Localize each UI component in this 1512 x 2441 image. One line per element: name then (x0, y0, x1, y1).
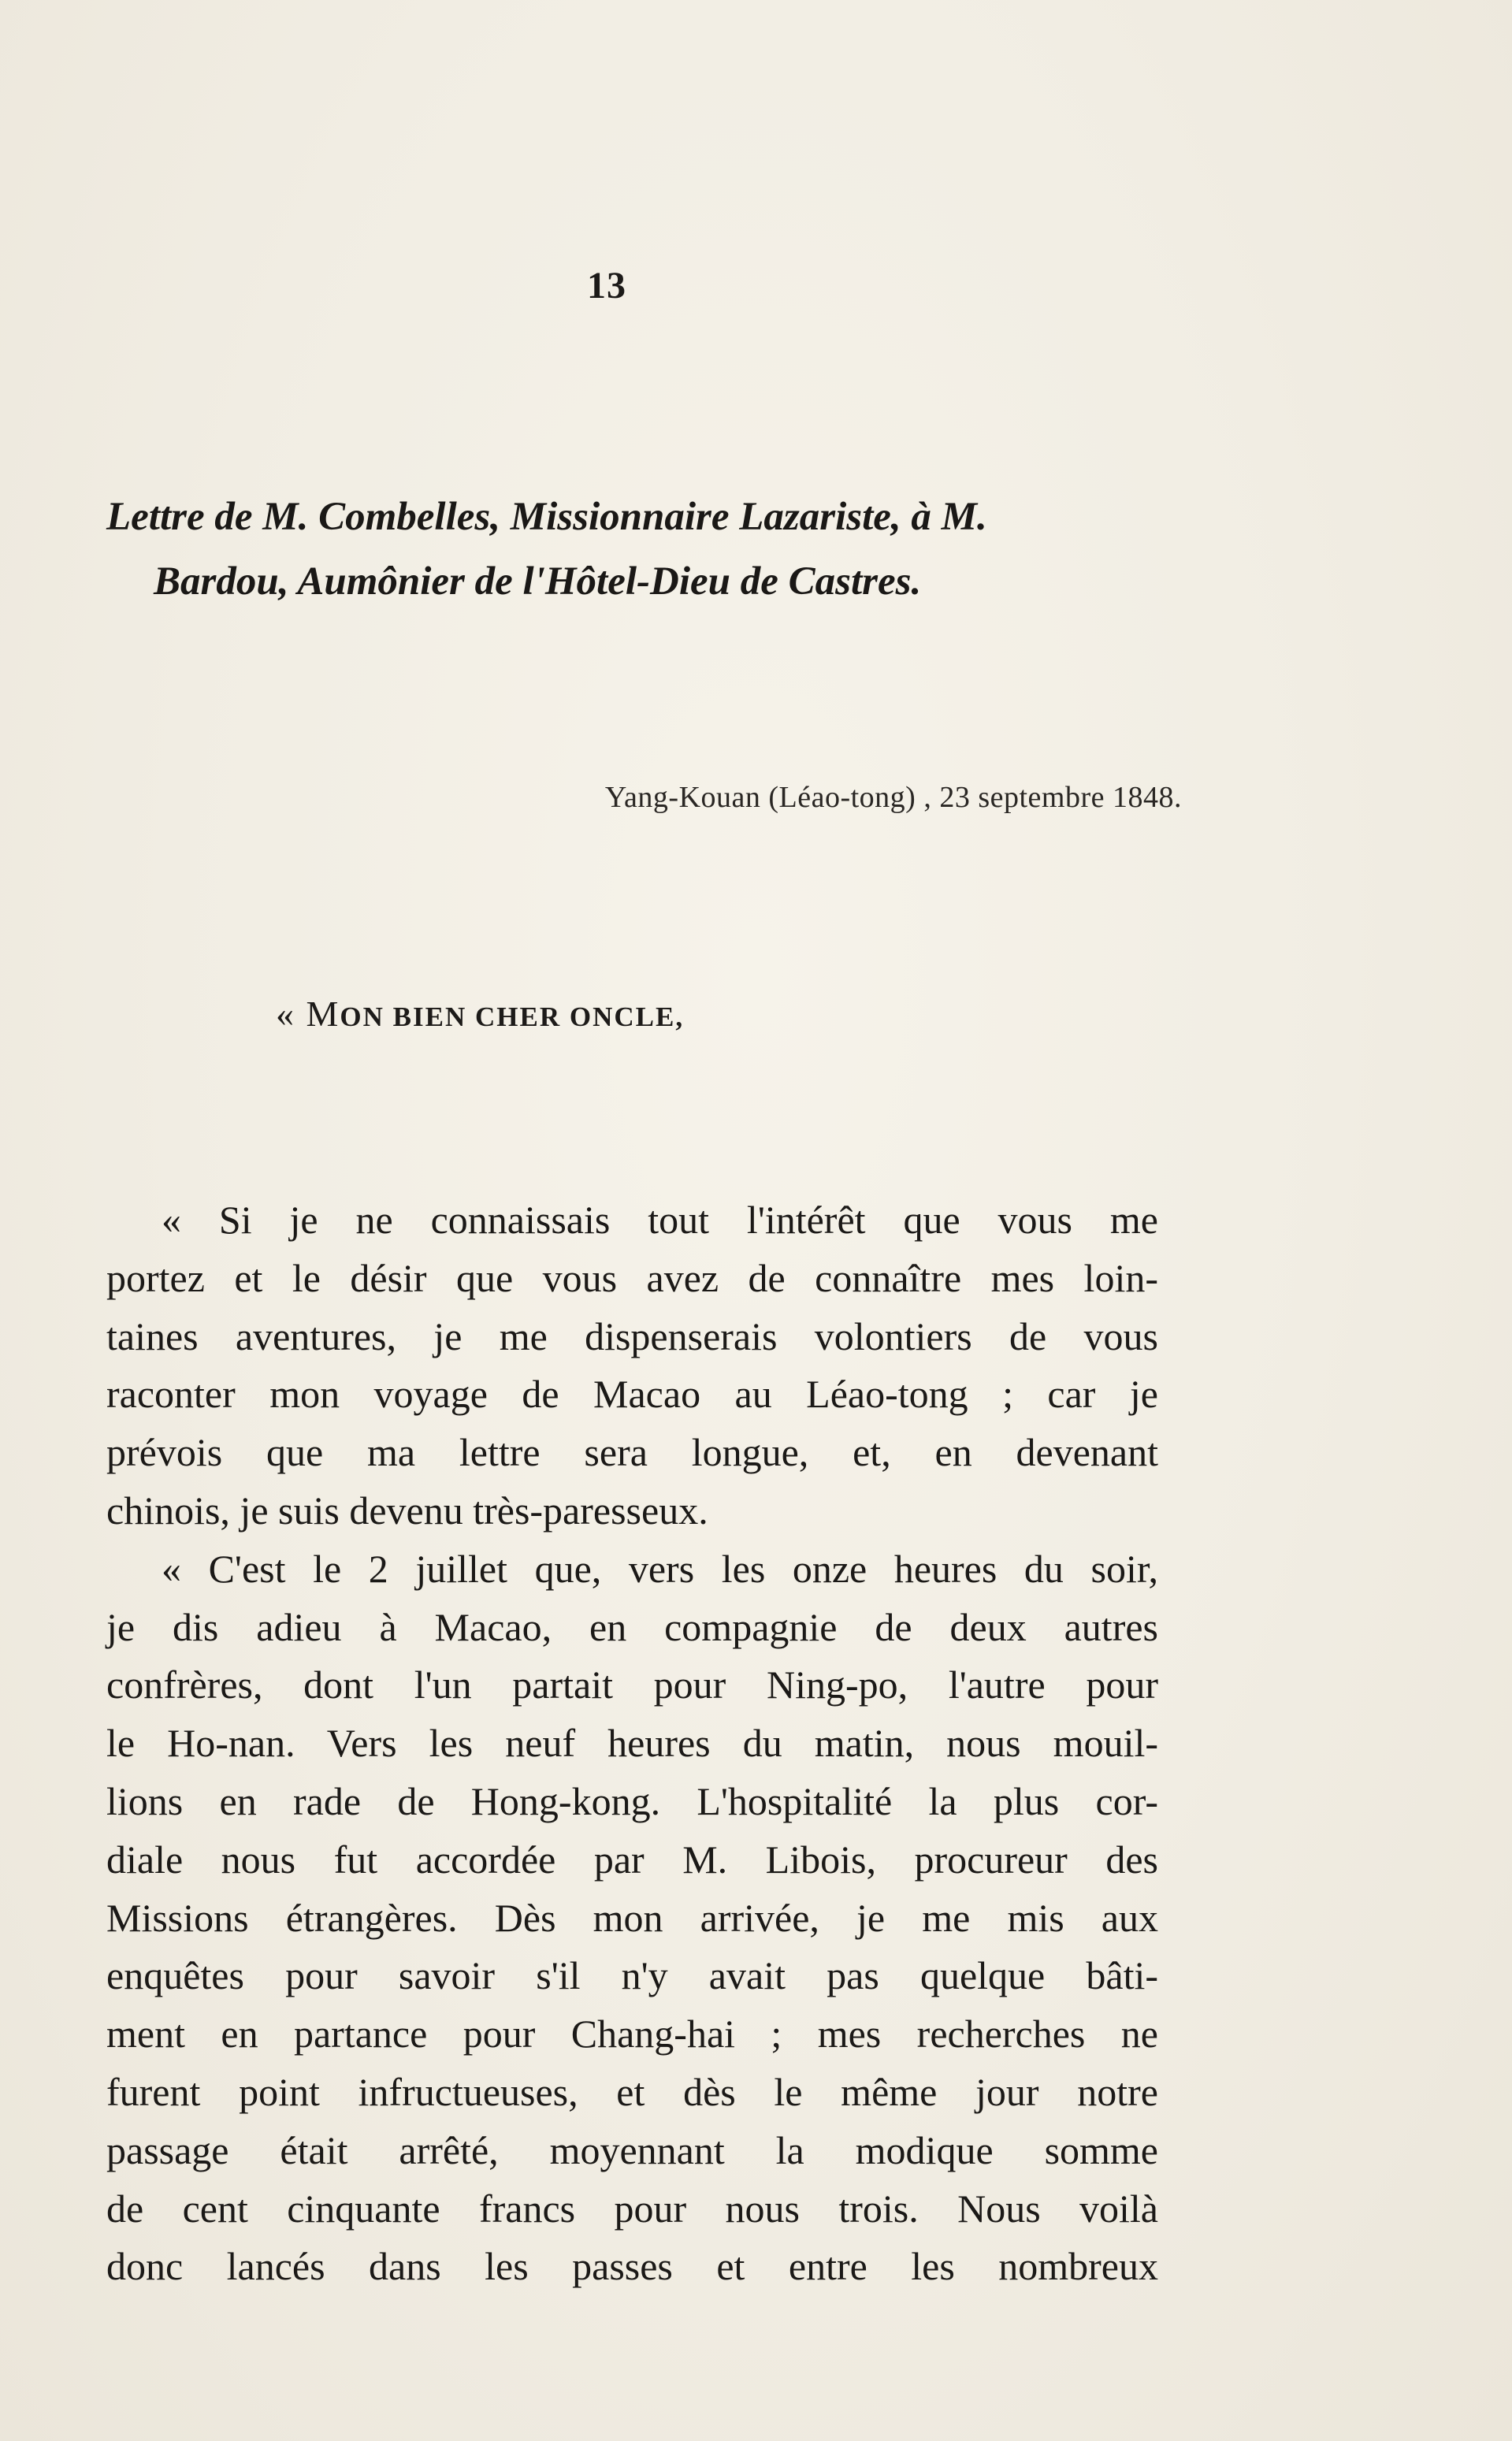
paragraph-2-line: diale nous fut accordée par M. Libois, procureur des (106, 1837, 1158, 1882)
paragraph-2-line: furent point infructueuses, et dès le même jour notre (106, 2069, 1158, 2114)
dateline: Yang-Kouan (Léao-tong) , 23 septembre 1848. (604, 781, 1182, 814)
paragraph-2-line: le Ho-nan. Vers les neuf heures du matin, nous mouil- (106, 1721, 1158, 1766)
show-through-texture (110, 189, 1213, 1292)
letter-title (106, 485, 1194, 614)
paragraph-1-line: raconter mon voyage de Macao au Léao-tong ; car je (106, 1372, 1158, 1417)
paragraph-2-line: « C'est le 2 juillet que, vers les onze heures du soir, (162, 1546, 1158, 1591)
page-number: 13 (587, 265, 626, 307)
letter-title-line-2: Bardou, Aumônier de l'Hôtel-Dieu de Castres. (154, 559, 922, 604)
paragraph-2-line: ment en partance pour Chang-hai ; mes recherches ne (106, 2012, 1158, 2056)
paragraph-2-line: Missions étrangères. Dès mon arrivée, je me mis aux (106, 1895, 1158, 1940)
paragraph-1-line: portez et le désir que vous avez de connaître mes loin- (106, 1255, 1158, 1300)
letter-body (106, 1191, 1158, 2296)
letter-title-line-1: Lettre de M. Combelles, Missionnaire Lazariste, à M. (106, 495, 987, 539)
paragraph-2-line: je dis adieu à Macao, en compagnie de deux autres (106, 1604, 1158, 1649)
salutation-initial: « M (276, 994, 340, 1034)
paragraph-1-line: chinois, je suis devenu très-paresseux. (106, 1488, 708, 1533)
salutation-rest: BIEN CHER ONCLE, (384, 1001, 685, 1032)
paragraph-2-line: de cent cinquante francs pour nous trois. Nous voilà (106, 2186, 1158, 2231)
salutation (276, 993, 684, 1035)
paragraph-1-line: « Si je ne connaissais tout l'intérêt que vous me (162, 1198, 1158, 1242)
paragraph-2-line: enquêtes pour savoir s'il n'y avait pas quelque bâti- (106, 1953, 1158, 1998)
salutation-on: ON (340, 1001, 385, 1032)
paragraph-2-line: lions en rade de Hong-kong. L'hospitalité la plus cor- (106, 1778, 1158, 1823)
paragraph-2-line: donc lancés dans les passes et entre les nombreux (106, 2244, 1158, 2289)
paragraph-2-line: passage était arrêté, moyennant la modique somme (106, 2127, 1158, 2172)
paragraph-2-line: confrères, dont l'un partait pour Ning-po, l'autre pour (106, 1663, 1158, 1707)
paragraph-1-line: taines aventures, je me dispenserais volontiers de vous (106, 1313, 1158, 1358)
paragraph-1-line: prévois que ma lettre sera longue, et, en devenant (106, 1430, 1158, 1475)
